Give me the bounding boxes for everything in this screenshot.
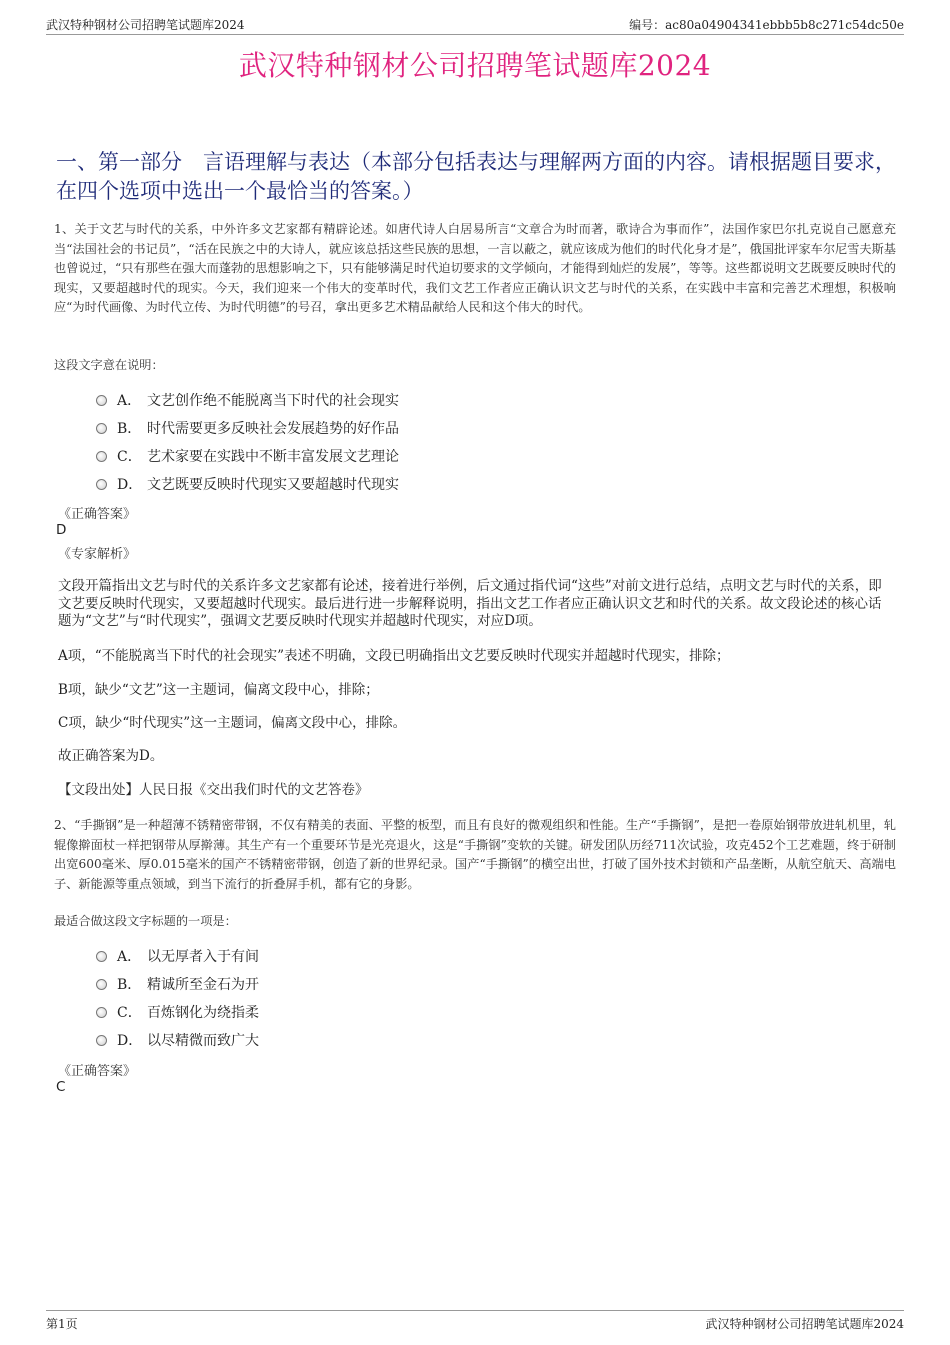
page-number: 第1页 [46, 1317, 78, 1331]
question-2-answer-label: 《正确答案》 [58, 1064, 137, 1079]
page-header [46, 14, 904, 35]
question-1-answer: D [56, 522, 67, 538]
section-heading: 一、第一部分 言语理解与表达（本部分包括表达与理解两方面的内容。请根据题目要求，在四个选项中选出一个最恰当的答案。） [56, 150, 896, 203]
analysis-paragraph: 文段开篇指出文艺与时代的关系许多文艺家都有论述，接着进行举例，后文通过指代词“这些”对前文进行总结，点明文艺与时代的关系，即文艺要反映时代现实，又要超越时代现实。最后进行进一步解释说明，指出文艺工作者应正确认识文艺和时代的关系。故文段论述的核心话题为“文艺”与“时代现实”，强调文艺要反映时代现实并超越时代现实，对应D项。 [58, 578, 882, 629]
analysis-source: 【文段出处】人民日报《交出我们时代的文艺答卷》 [58, 782, 369, 798]
radio-icon[interactable] [96, 479, 107, 490]
question-1-stem: 这段文字意在说明： [54, 358, 164, 372]
question-2-answer: C [56, 1079, 66, 1095]
question-1-answer-label: 《正确答案》 [58, 507, 137, 522]
question-1-analysis-label: 《专家解析》 [58, 547, 137, 562]
header-doc-id: 编号：ac80a04904341ebbb5b8c271c54dc50e [629, 18, 904, 32]
question-1-option-d[interactable]: D． 文艺既要反映时代现实又要超越时代现实 [96, 474, 399, 494]
radio-icon[interactable] [96, 395, 107, 406]
question-2-option-d[interactable]: D． 以尽精微而致广大 [96, 1030, 259, 1050]
question-1-option-c[interactable]: C． 艺术家要在实践中不断丰富发展文艺理论 [96, 446, 399, 466]
header-doc-title: 武汉特种钢材公司招聘笔试题库2024 [46, 18, 245, 32]
analysis-paragraph: 故正确答案为D。 [58, 748, 164, 764]
radio-icon[interactable] [96, 979, 107, 990]
analysis-paragraph: A项，“不能脱离当下时代的社会现实”表述不明确，文段已明确指出文艺要反映时代现实并超越时代现实，排除； [58, 648, 730, 664]
radio-icon[interactable] [96, 451, 107, 462]
radio-icon[interactable] [96, 1035, 107, 1046]
radio-icon[interactable] [96, 951, 107, 962]
question-1-option-b[interactable]: B． 时代需要更多反映社会发展趋势的好作品 [96, 418, 399, 438]
radio-icon[interactable] [96, 423, 107, 434]
question-2-option-a[interactable]: A． 以无厚者入于有间 [96, 946, 259, 966]
analysis-paragraph: B项，缺少“文艺”这一主题词，偏离文段中心，排除； [58, 682, 379, 698]
question-2-text: 2、“手撕钢”是一种超薄不锈精密带钢，不仅有精美的表面、平整的板型，而且有良好的微观组织和性能。生产“手撕钢”，是把一卷原始钢带放进轧机里，轧辊像擀面杖一样把钢带从厚擀薄。其生产有一个重要环节是光亮退火，这是“手撕钢”变软的关键。研发团队历经711次试验，攻克452个工艺难题，终于研制出宽600毫米、厚0.015毫米的国产不锈精密带钢，创造了新的世界纪录。国产“手撕钢”的横空出世，打破了国外技术封锁和产品垄断，从航空航天、高端电子、新能源等重点领域，到当下流行的折叠屏手机，都有它的身影。 [54, 818, 896, 891]
analysis-paragraph: C项，缺少“时代现实”这一主题词，偏离文段中心，排除。 [58, 715, 407, 731]
question-1-option-a[interactable]: A． 文艺创作绝不能脱离当下时代的社会现实 [96, 390, 399, 410]
radio-icon[interactable] [96, 1007, 107, 1018]
question-2-stem: 最适合做这段文字标题的一项是： [54, 914, 237, 928]
question-2-option-b[interactable]: B． 精诚所至金石为开 [96, 974, 259, 994]
question-1-text: 1、关于文艺与时代的关系，中外许多文艺家都有精辟论述。如唐代诗人白居易所言“文章合为时而著，歌诗合为事而作”，法国作家巴尔扎克说自己愿意充当“法国社会的书记员”，“活在民族之中的大诗人，就应该总括这些民族的思想，一言以蔽之，就应该成为他们的时代化身才是”，俄国批评家车尔尼雪夫斯基也曾说过，“只有那些在强大而蓬勃的思想影响之下，只有能够满足时代迫切要求的文学倾向，才能得到灿烂的发展”，等等。这些都说明文艺既要反映时代的现实，又要超越时代的现实。今天，我们迎来一个伟大的变革时代，我们文艺工作者应正确认识文艺与时代的关系，在实践中丰富和完善艺术理想，积极响应“为时代画像、为时代立传、为时代明德”的号召，拿出更多艺术精品献给人民和这个伟大的时代。 [54, 222, 896, 314]
footer-doc-title: 武汉特种钢材公司招聘笔试题库2024 [705, 1317, 904, 1331]
page-title: 武汉特种钢材公司招聘笔试题库2024 [238, 49, 712, 82]
question-2-option-c[interactable]: C． 百炼钢化为绕指柔 [96, 1002, 259, 1022]
page-footer [46, 1310, 904, 1333]
